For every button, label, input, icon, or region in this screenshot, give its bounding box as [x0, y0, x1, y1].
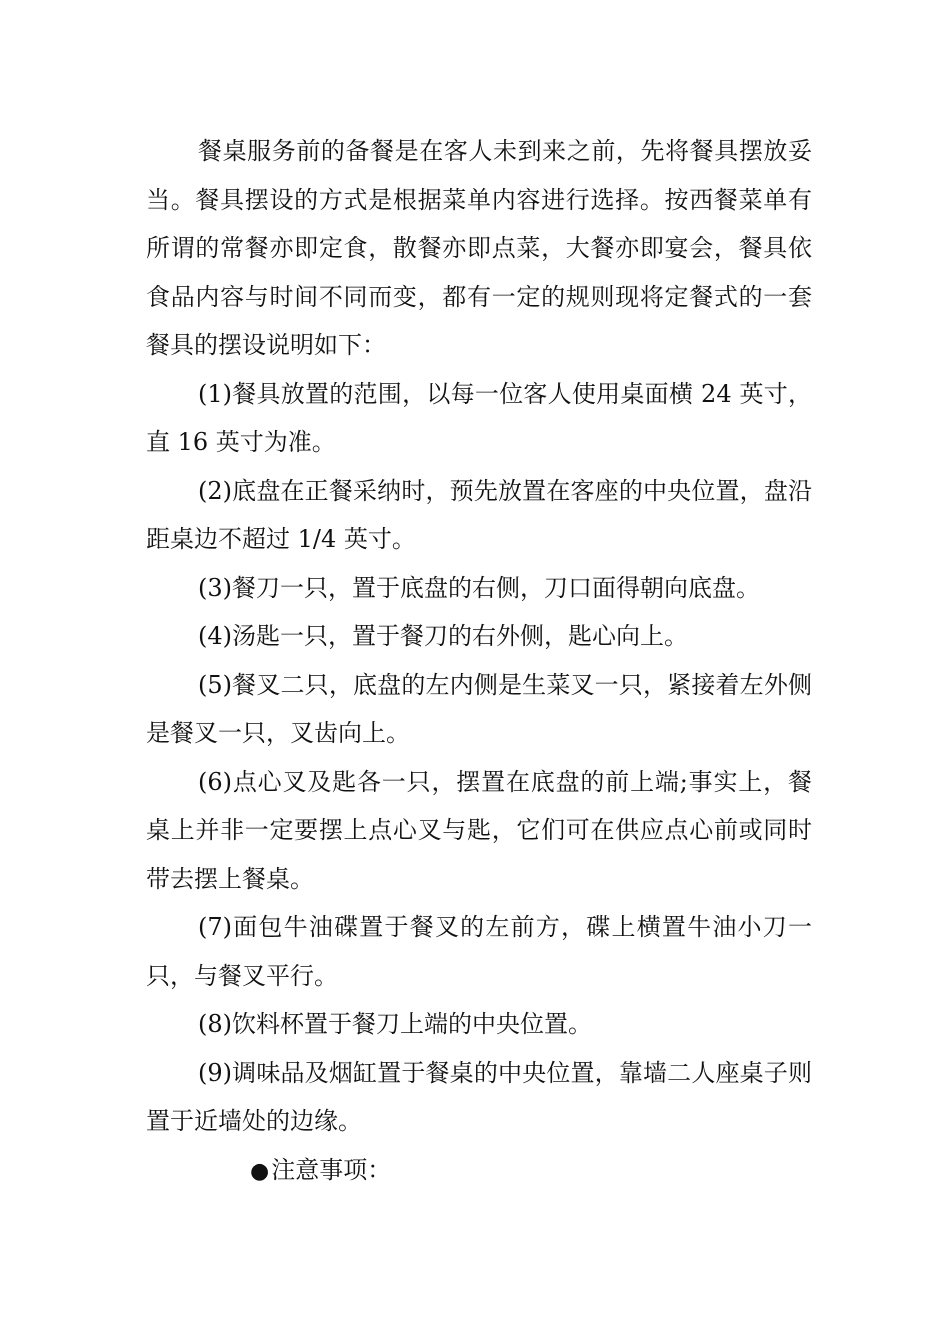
list-item-5: (5)餐叉二只，底盘的左内侧是生菜叉一只，紧接着左外侧是餐叉一只，叉齿向上。 — [146, 670, 812, 747]
list-item-1: (1)餐具放置的范围，以每一位客人使用桌面横 24 英寸，直 16 英寸为准。 — [146, 379, 812, 456]
bullet-icon: ● — [250, 1158, 270, 1184]
intro-paragraph: 餐桌服务前的备餐是在客人未到来之前，先将餐具摆放妥当。餐具摆设的方式是根据菜单内容进行选择。按西餐菜单有所谓的常餐亦即定食，散餐亦即点菜，大餐亦即宴会，餐具依食品内容与时间不同而变，都有一定的规则现将定餐式的一套餐具的摆设说明如下： — [146, 137, 812, 359]
list-item-8: (8)饮料杯置于餐刀上端的中央位置。 — [198, 1010, 592, 1038]
list-item-4: (4)汤匙一只，置于餐刀的右外侧，匙心向上。 — [198, 622, 688, 650]
note-heading-line — [146, 1146, 812, 1197]
note-heading: 注意事项： — [271, 1155, 392, 1184]
list-item-3: (3)餐刀一只，置于底盘的右侧，刀口面得朝向底盘。 — [198, 573, 760, 602]
list-item-6: (6)点心叉及匙各一只，摆置在底盘的前上端;事实上，餐桌上并非一定要摆上点心叉与匙，它们可在供应点心前或同时带去摆上餐桌。 — [146, 767, 812, 893]
list-item-2: (2)底盘在正餐采纳时，预先放置在客座的中央位置，盘沿距桌边不超过 1/4 英寸。 — [146, 476, 812, 553]
document-body — [146, 127, 812, 1196]
list-item-9: (9)调味品及烟缸置于餐桌的中央位置，靠墙二人座桌子则置于近墙处的边缘。 — [146, 1058, 812, 1135]
list-item-7: (7)面包牛油碟置于餐叉的左前方，碟上横置牛油小刀一只，与餐叉平行。 — [146, 913, 812, 990]
